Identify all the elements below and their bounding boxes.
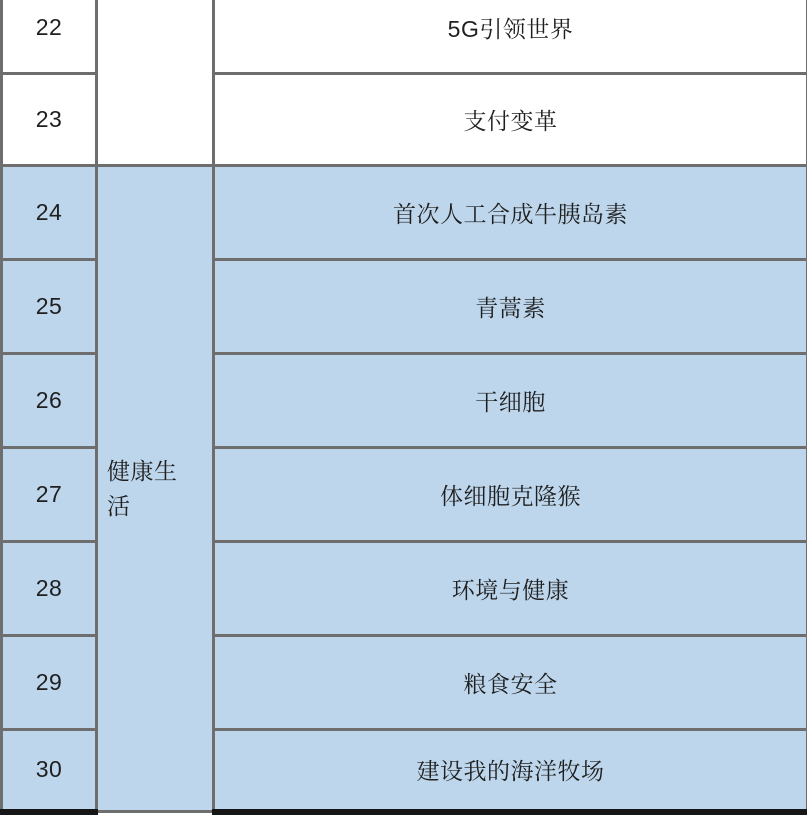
topic-title-cell: 粮食安全	[214, 636, 807, 730]
row-number-cell: 28	[2, 542, 97, 636]
topic-title-cell: 环境与健康	[214, 542, 807, 636]
row-number-cell: 30	[2, 730, 97, 812]
row-number-cell: 25	[2, 260, 97, 354]
row-number-cell: 24	[2, 166, 97, 260]
topic-title-cell: 青蒿素	[214, 260, 807, 354]
row-number-cell: 22	[2, 0, 97, 74]
category-cell-health-life	[97, 166, 214, 812]
category-cell-empty	[97, 0, 214, 166]
table-row	[2, 166, 807, 260]
row-number-cell: 26	[2, 354, 97, 448]
row-number-cell: 29	[2, 636, 97, 730]
row-number-cell: 27	[2, 448, 97, 542]
table-row	[2, 0, 807, 74]
topic-title-cell: 干细胞	[214, 354, 807, 448]
row-number-cell: 23	[2, 74, 97, 166]
topic-title-cell: 建设我的海洋牧场	[214, 730, 807, 812]
topic-title-cell: 体细胞克隆猴	[214, 448, 807, 542]
topic-title-cell: 5G引领世界	[214, 0, 807, 74]
topic-title-cell: 首次人工合成牛胰岛素	[214, 166, 807, 260]
topic-title-cell: 支付变革	[214, 74, 807, 166]
category-label: 健康生活	[107, 457, 178, 519]
